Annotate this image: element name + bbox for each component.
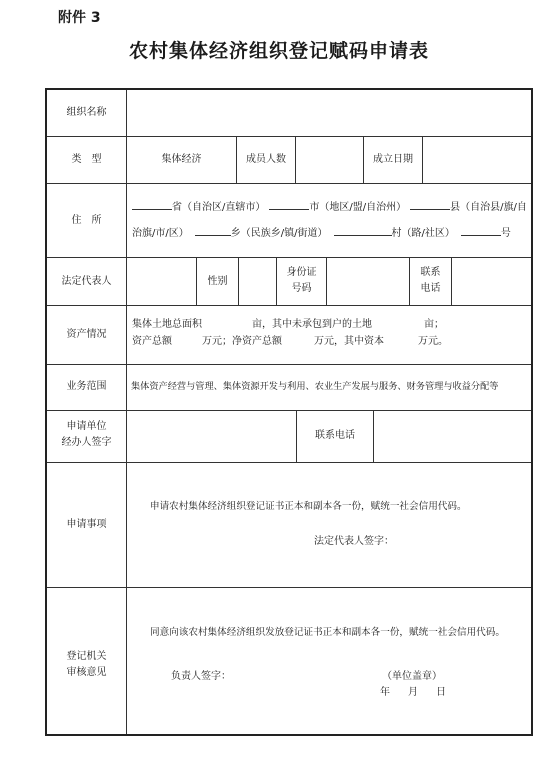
assets-line-1: 集体土地总面积 亩，其中未承包到户的土地 亩； (132, 319, 444, 330)
applicant-phone-field[interactable] (374, 411, 531, 462)
established-date-field[interactable] (423, 137, 531, 183)
type-value: 集体经济 (161, 154, 202, 165)
address-line-2: 治旗/市/区） 乡（民族乡/镇/街道） 村（路/社区） 号 (132, 228, 511, 239)
id-number-field[interactable] (327, 258, 409, 305)
type-label: 类 型 (71, 154, 102, 165)
applicant-signature-field[interactable] (127, 411, 296, 462)
review-text: 同意向该农村集体经济组织发放登记证书正本和副本各一份，赋统一社会信用代码。 (150, 627, 505, 638)
address-label: 住 所 (71, 215, 102, 226)
gender-field[interactable] (239, 258, 276, 305)
applicant-label-1: 申请单位 (66, 421, 107, 432)
phone-label-2: 电话 (420, 283, 441, 294)
assets-line-2: 资产总额 万元；净资产总额 万元，其中资本 万元。 (132, 336, 448, 347)
established-label: 成立日期 (373, 154, 413, 165)
org-name-label: 组织名称 (66, 107, 107, 118)
village-blank[interactable] (334, 226, 392, 236)
county-blank[interactable] (410, 200, 450, 210)
phone-label-1: 联系 (420, 267, 441, 278)
applicant-phone-label: 联系电话 (315, 430, 355, 441)
phone-field[interactable] (452, 258, 531, 305)
township-blank[interactable] (195, 226, 231, 236)
application-label: 申请事项 (66, 519, 107, 530)
id-label-1: 身份证 (286, 267, 317, 278)
review-label-2: 审核意见 (66, 667, 107, 678)
gender-label: 性别 (207, 276, 228, 287)
review-date: 年 月 日 (380, 687, 446, 698)
unit-seal: （单位盖章） (382, 671, 442, 682)
legal-rep-field[interactable] (127, 258, 196, 305)
registration-form (45, 88, 533, 736)
form-title: 农村集体经济组织登记赋码申请表 (128, 40, 429, 62)
application-text: 申请农村集体经济组织登记证书正本和副本各一份，赋统一社会信用代码。 (150, 501, 467, 512)
attachment-label: 附件 3 (58, 10, 101, 26)
responsible-signature: 负责人签字： (171, 671, 231, 682)
number-blank[interactable] (461, 226, 501, 236)
city-blank[interactable] (269, 200, 309, 210)
legal-rep-label: 法定代表人 (61, 276, 112, 287)
id-label-2: 号码 (291, 283, 312, 294)
address-line-1: 省（自治区/直辖市） 市（地区/盟/自治州） 县（自治县/旗/自 (132, 200, 527, 215)
applicant-label-2: 经办人签字 (61, 437, 112, 448)
business-scope: 集体资产经营与管理、集体资源开发与利用、农业生产发展与服务、财务管理与收益分配等 (131, 381, 499, 392)
members-label: 成员人数 (246, 154, 286, 165)
assets-label: 资产情况 (66, 329, 107, 340)
members-field[interactable] (296, 137, 363, 183)
province-blank[interactable] (132, 200, 172, 210)
review-label-1: 登记机关 (66, 651, 107, 662)
business-label: 业务范围 (66, 381, 107, 392)
org-name-field[interactable] (127, 90, 531, 136)
legal-rep-signature: 法定代表人签字： (314, 536, 394, 547)
